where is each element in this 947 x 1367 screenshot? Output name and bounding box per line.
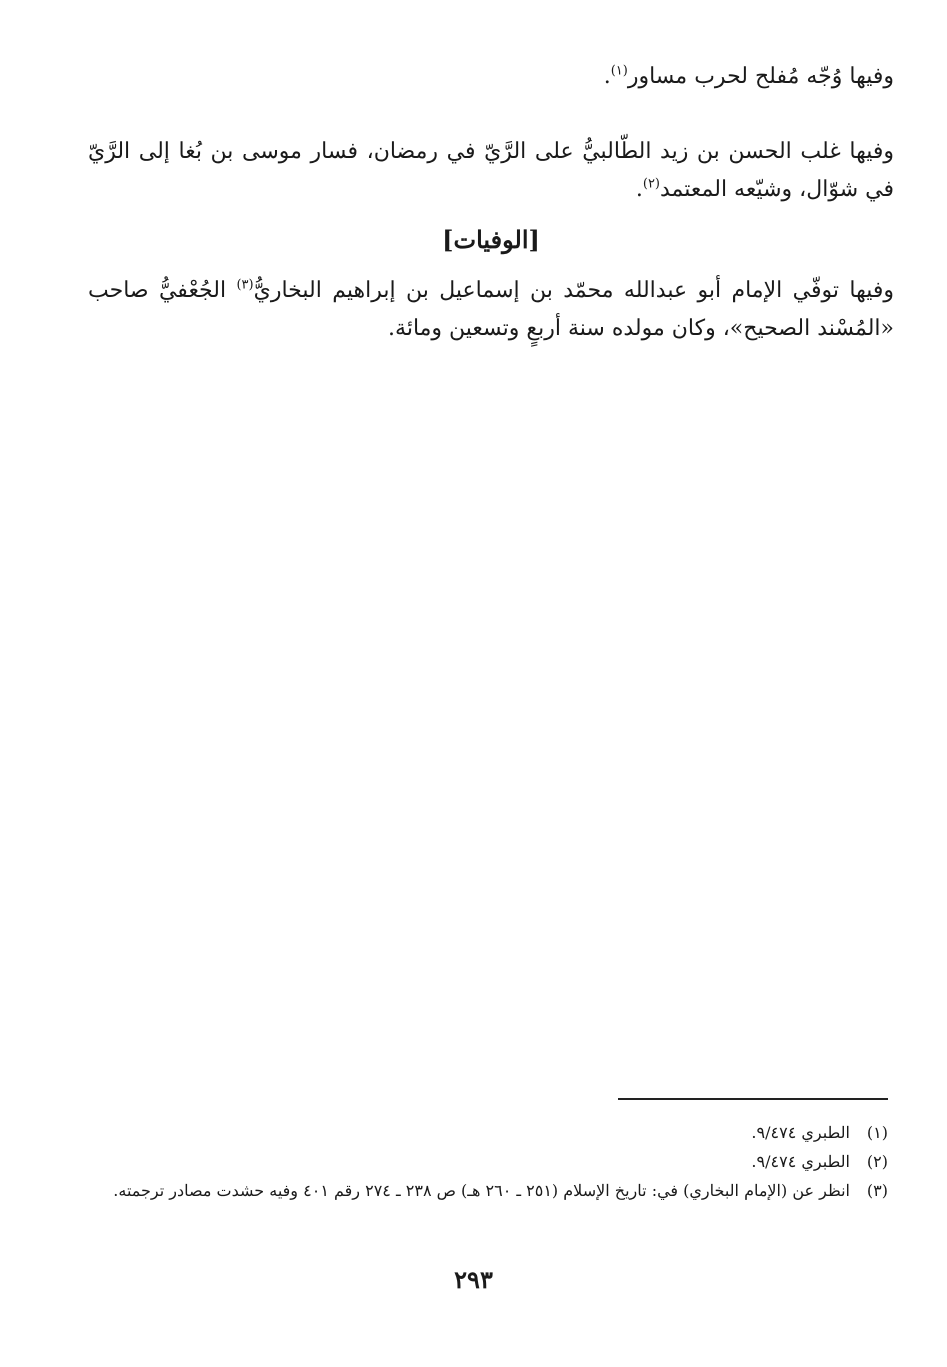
footnote-ref: (١) [610, 63, 628, 79]
footnote-item [88, 1147, 888, 1176]
footnote-text: الطبري ٩/٤٧٤. [751, 1123, 850, 1142]
footnote-text: انظر عن (الإمام البخاري) في: تاريخ الإسلام (٢٥١ ـ ٢٦٠ هـ) ص ٢٣٨ ـ ٢٧٤ رقم ٤٠١ وفيه حشدت مصادر ترجمته. [113, 1181, 850, 1200]
paragraph-text: وفيها توفّي الإمام أبو عبدالله محمّد بن إسماعيل بن إبراهيم البخاريُّ [253, 278, 894, 303]
paragraph-muflih [88, 58, 894, 96]
footnote-number: (٢) [866, 1152, 888, 1171]
section-heading: [الوفيات] [442, 225, 540, 254]
footnote-text: الطبري ٩/٤٧٤. [751, 1152, 850, 1171]
footnote-item [88, 1118, 888, 1147]
page-number: ٢٩٣ [454, 1265, 493, 1294]
paragraph-text-continued: الجُعْفيُّ صاحب «المُسْند الصحيح»، وكان مولده سنة أربعٍ وتسعين ومائة. [88, 278, 894, 341]
paragraph-hasan-ibn-zayd [88, 133, 894, 209]
footnote-item [88, 1176, 888, 1205]
footnote-number: (١) [866, 1123, 888, 1142]
paragraph-text: وفيها غلب الحسن بن زيد الطّالبيُّ على الرَّيّ في رمضان، فسار موسى بن بُغا إلى الرَّيّ في شوّال، وشيّعه المعتمد [88, 139, 894, 202]
paragraph-bukhari [88, 272, 894, 348]
footnote-number: (٣) [866, 1181, 888, 1200]
paragraph-end: . [635, 177, 643, 202]
footnotes [88, 1118, 888, 1205]
paragraph-end: . [603, 64, 611, 89]
footnote-separator [618, 1098, 888, 1100]
footnote-ref: (٣) [236, 277, 254, 293]
paragraph-text: وفيها وُجّه مُفلح لحرب مساور [627, 64, 894, 89]
footnote-ref: (٢) [642, 176, 660, 192]
